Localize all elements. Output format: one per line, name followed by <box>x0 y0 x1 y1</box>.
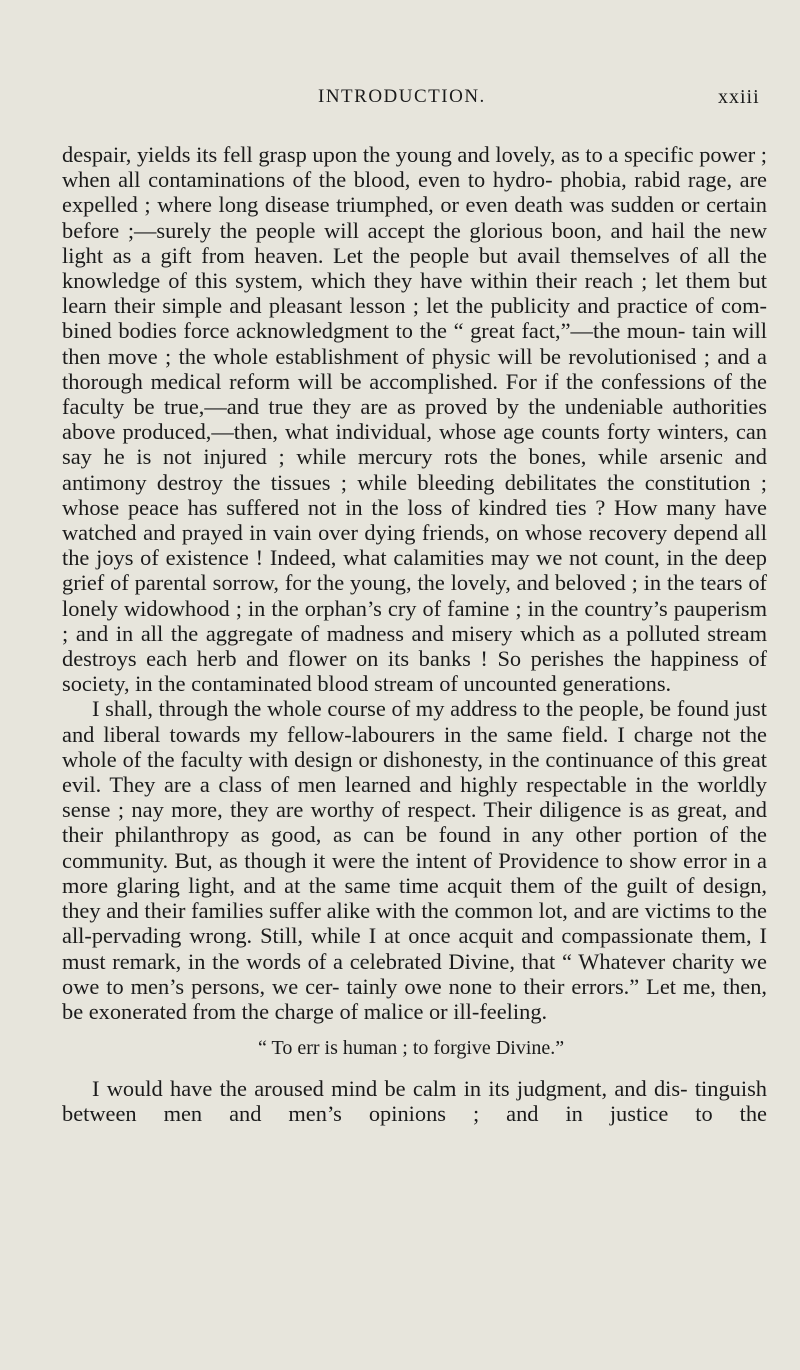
page-header <box>0 86 800 116</box>
page-number: xxiii <box>718 86 760 108</box>
running-head: INTRODUCTION. <box>318 86 486 107</box>
paragraph-2: I shall, through the whole course of my address to the people, be found just and liberal towards my fellow-labourers in the same field. I charge not the whole of the faculty with design or dishonesty, in the continuance of this great evil. They are a class of men learned and highly respectable in the worldly sense ; nay more, they are worthy of respect. Their diligence is as great, and their philanthropy as good, as can be found in any other portion of the community. But, as though it were the intent of Providence to show error in a more glaring light, and at the same time acquit them of the guilt of design, they and their families suffer alike with the common lot, and are victims to the all-pervading wrong. Still, while I at once acquit and compassionate them, I must remark, in the words of a celebrated Divine, that “ Whatever charity we owe to men’s persons, we cer- tainly owe none to their errors.” Let me, then, be exonerated from the charge of malice or ill-feeling. <box>62 696 767 1024</box>
closing-paragraph: I would have the aroused mind be calm in its judgment, and dis- tinguish between men and men’s opinions ; and in justice to the <box>62 1076 767 1127</box>
body-text <box>62 142 767 1127</box>
paragraph-1: despair, yields its fell grasp upon the young and lovely, as to a specific power ; when all contaminations of the blood, even to hydro- phobia, rabid rage, are expelled ; where long disease triumphed, or even death was sudden or certain before ;—surely the people will accept the glorious boon, and hail the new light as a gift from heaven. Let the people but avail themselves of all the knowledge of this system, which they have within their reach ; let them but learn their simple and pleasant lesson ; let the publicity and practice of com- bined bodies force acknowledgment to the “ great fact,”—the moun- tain will then move ; the whole establishment of physic will be revolutionised ; and a thorough medical reform will be accomplished. For if the confessions of the faculty be true,—and true they are as proved by the undeniable authorities above produced,—then, what individual, whose age counts forty winters, can say he is not injured ; while mercury rots the bones, while arsenic and antimony destroy the tissues ; while bleeding debilitates the constitution ; whose peace has suffered not in the loss of kindred ties ? How many have watched and prayed in vain over dying friends, on whose recovery depend all the joys of existence ! Indeed, what calamities may we not count, in the deep grief of parental sorrow, for the young, the lovely, and beloved ; in the tears of lonely widowhood ; in the orphan’s cry of famine ; in the country’s pauperism ; and in all the aggregate of madness and misery which as a polluted stream destroys each herb and flower on its banks ! So perishes the happiness of society, in the contaminated blood stream of uncounted generations. <box>62 142 767 697</box>
quotation: “ To err is human ; to forgive Divine.” <box>258 1037 565 1060</box>
